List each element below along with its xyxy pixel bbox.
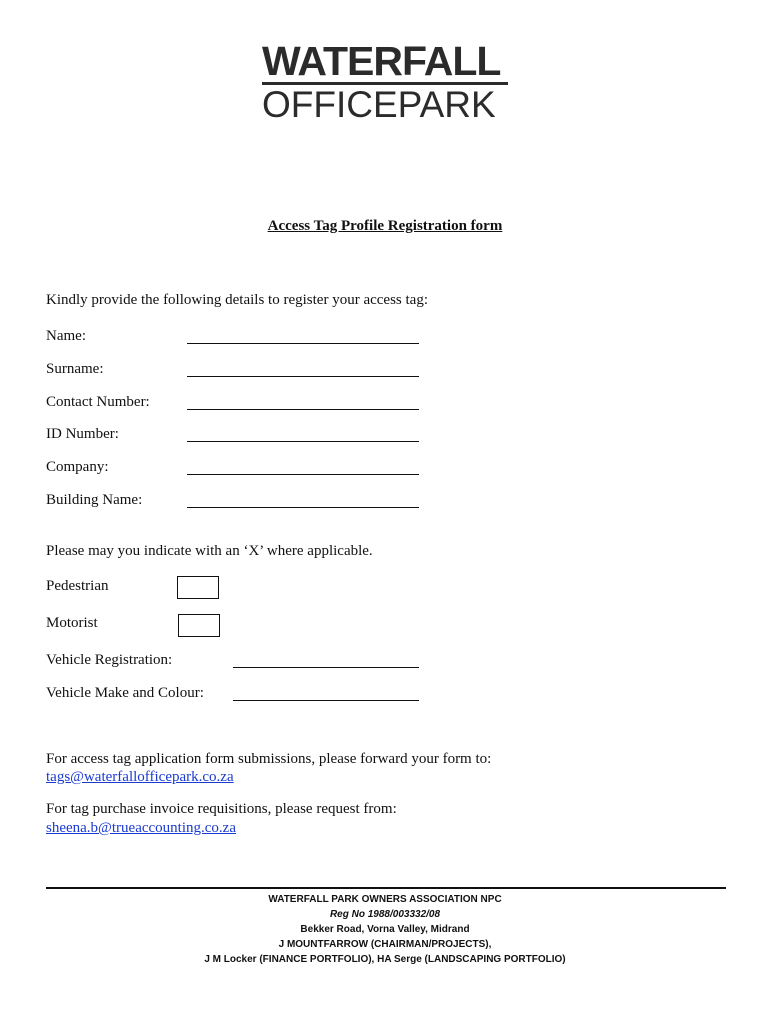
field-label-id-number: ID Number:: [46, 426, 119, 442]
form-title: Access Tag Profile Registration form: [267, 218, 503, 234]
submission-text: For access tag application form submissions, please forward your form to:: [46, 751, 492, 767]
pedestrian-checkbox[interactable]: [177, 576, 219, 599]
id-number-input-line[interactable]: [187, 441, 419, 442]
name-input-line[interactable]: [187, 343, 419, 344]
contact-number-input-line[interactable]: [187, 409, 419, 410]
company-input-line[interactable]: [187, 474, 419, 475]
vehicle-make-colour-input-line[interactable]: [233, 700, 419, 701]
field-label-vehicle-registration: Vehicle Registration:: [46, 652, 173, 668]
field-label-company: Company:: [46, 459, 109, 475]
invoice-email-link[interactable]: sheena.b@trueaccounting.co.za: [46, 820, 236, 836]
footer: [0, 892, 770, 967]
footer-association-name: WATERFALL PARK OWNERS ASSOCIATION NPC: [268, 894, 502, 905]
field-label-vehicle-make-colour: Vehicle Make and Colour:: [46, 685, 204, 701]
field-label-building-name: Building Name:: [46, 492, 143, 508]
footer-divider: [46, 887, 726, 889]
logo-line-1: WATERFALL: [262, 42, 508, 85]
submission-email-link[interactable]: tags@waterfallofficepark.co.za: [46, 769, 234, 785]
invoice-text: For tag purchase invoice requisitions, please request from:: [46, 801, 397, 817]
field-label-name: Name:: [46, 328, 86, 344]
building-name-input-line[interactable]: [187, 507, 419, 508]
field-label-surname: Surname:: [46, 361, 104, 377]
footer-reg-no: Reg No 1988/003332/08: [329, 909, 441, 920]
motorist-checkbox[interactable]: [178, 614, 220, 637]
intro-text: Kindly provide the following details to register your access tag:: [46, 292, 428, 308]
option-label-motorist: Motorist: [46, 615, 98, 631]
waterfall-logo: [262, 38, 508, 125]
logo-line-2: OFFICEPARK: [262, 84, 496, 125]
footer-chairman: J MOUNTFARROW (CHAIRMAN/PROJECTS),: [278, 939, 492, 950]
footer-address: Bekker Road, Vorna Valley, Midrand: [300, 924, 470, 935]
surname-input-line[interactable]: [187, 376, 419, 377]
vehicle-registration-input-line[interactable]: [233, 667, 419, 668]
indicate-text: Please may you indicate with an ‘X’ where applicable.: [46, 543, 373, 559]
field-label-contact-number: Contact Number:: [46, 394, 150, 410]
option-label-pedestrian: Pedestrian: [46, 578, 109, 594]
footer-portfolios: J M Locker (FINANCE PORTFOLIO), HA Serge (LANDSCAPING PORTFOLIO): [204, 954, 566, 965]
